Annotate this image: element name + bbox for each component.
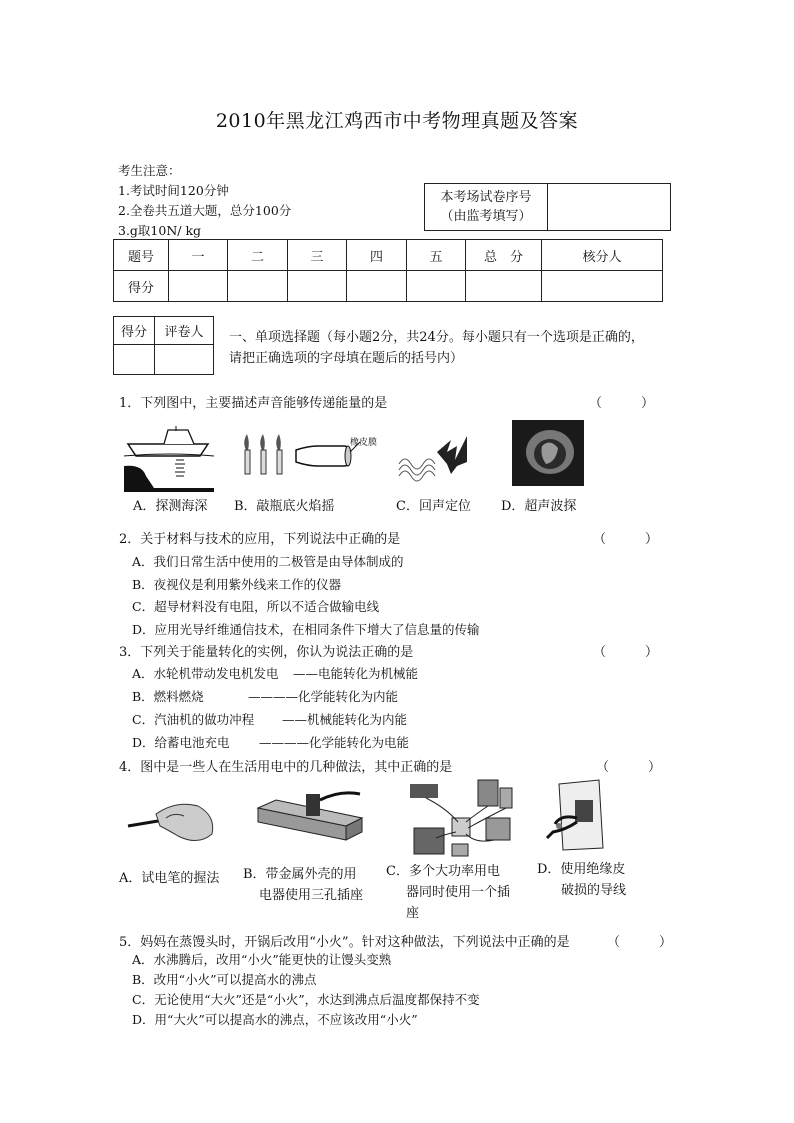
seat-number-field[interactable] (548, 184, 671, 231)
damaged-wire-plug-figure (545, 778, 607, 852)
score-table-header: 一 (169, 240, 228, 271)
question-3-option: C．汽油机的做功冲程 (132, 712, 255, 727)
score-table-header: 三 (288, 240, 347, 271)
score-table (113, 239, 663, 302)
score-cell[interactable] (466, 271, 542, 302)
figure-caption: D．使用绝缘皮 破损的导线 (537, 862, 627, 898)
option: C．超导材料没有电阻，所以不适合做输电线 (132, 599, 380, 615)
grader-name-label: 评卷人 (155, 317, 214, 345)
answer-paren[interactable]: （ ） (596, 760, 662, 775)
score-cell[interactable] (288, 271, 347, 302)
seat-number-label: 本考场试卷序号 （由监考填写） (425, 184, 548, 231)
question-3-option: D．给蓄电池充电 (132, 735, 230, 750)
rubber-membrane-label: 橡皮膜 (350, 438, 378, 448)
figure-caption: D．超声波探 (501, 499, 577, 514)
seat-number-box (424, 183, 671, 231)
answer-paren[interactable]: （ ） (593, 645, 659, 660)
score-cell[interactable] (542, 271, 663, 302)
question-1-stem: 1．下列图中，主要描述声音能够传递能量的是 (119, 396, 388, 411)
question-5-options (132, 950, 480, 1030)
figure-caption: B．敲瓶底火焰摇 (234, 499, 335, 514)
option: D．用“大火”可以提高水的沸点，不应该改用“小火” (132, 1012, 418, 1027)
figure-caption: C．回声定位 (396, 499, 471, 514)
question-3-option-result: ————化学能转化为电能 (259, 735, 410, 750)
score-row-label: 得分 (114, 271, 169, 302)
ultrasound-image-figure (512, 420, 584, 486)
score-cell[interactable] (228, 271, 288, 302)
question-3-option: A．水轮机带动发电机发电 (132, 666, 279, 681)
score-cell[interactable] (169, 271, 228, 302)
score-table-header: 核分人 (542, 240, 663, 271)
score-table-header: 题号 (114, 240, 169, 271)
score-table-header: 二 (228, 240, 288, 271)
question-4-stem: 4．图中是一些人在生活用电中的几种做法，其中正确的是 (119, 760, 453, 775)
option: B．改用“小火”可以提高水的沸点 (132, 972, 317, 987)
bat-echolocation-figure (395, 430, 475, 488)
figure-caption: B．带金属外壳的用 电器使用三孔插座 (243, 867, 364, 903)
question-3-stem: 3．下列关于能量转化的实例，你认为说法正确的是 (119, 645, 414, 660)
question-3-option-result: ——电能转化为机械能 (293, 666, 419, 681)
option: C．无论使用“大火”还是“小火”，水达到沸点后温度都保持不变 (132, 992, 480, 1007)
figure-caption: A．试电笔的握法 (119, 871, 220, 886)
score-cell[interactable] (407, 271, 466, 302)
answer-paren[interactable]: （ ） (589, 396, 655, 411)
grader-name-field[interactable] (155, 345, 214, 375)
ship-sonar-figure (124, 418, 214, 492)
test-pen-grip-figure (126, 796, 218, 848)
option: B．夜视仪是利用紫外线来工作的仪器 (132, 576, 342, 592)
option: D．应用光导纤维通信技术，在相同条件下增大了信息量的传输 (132, 622, 480, 638)
question-3-option: B．燃料燃烧 (132, 689, 204, 704)
question-5-stem: 5．妈妈在蒸馒头时，开锅后改用“小火”。针对这种做法，下列说法中正确的是 (119, 935, 570, 950)
page-title: 2010年黑龙江鸡西市中考物理真题及答案 (215, 110, 579, 132)
question-3-option-result: ——机械能转化为内能 (282, 712, 408, 727)
score-cell[interactable] (347, 271, 407, 302)
grader-score-label: 得分 (114, 317, 155, 345)
power-strip-figure (250, 786, 366, 846)
notice-item: 2.全卷共五道大题，总分100分 (118, 203, 292, 218)
question-3-option-result: ————化学能转化为内能 (248, 689, 399, 704)
score-table-header: 五 (407, 240, 466, 271)
score-table-header: 总 分 (466, 240, 542, 271)
figure-caption: C．多个大功率用电 器同时使用一个插 座 (386, 864, 511, 921)
figure-caption: A．探测海深 (133, 499, 208, 514)
grader-box (113, 316, 214, 375)
question-2-stem: 2．关于材料与技术的应用，下列说法中正确的是 (119, 532, 401, 547)
overloaded-socket-figure (406, 778, 524, 862)
section-heading: 一、单项选择题（每小题2分，共24分。每小题只有一个选项是正确的， 请把正确选项的字母填在题后的括号内） (229, 330, 644, 366)
option: A．我们日常生活中使用的二极管是由导体制成的 (132, 554, 404, 569)
notice-block (118, 161, 291, 241)
question-2-options (132, 551, 480, 642)
answer-paren[interactable]: （ ） (593, 532, 659, 547)
notice-item: 1.考试时间120分钟 (118, 183, 229, 198)
answer-paren[interactable]: （ ） (607, 935, 673, 950)
option: A．水沸腾后，改用“小火”能更快的让馒头变熟 (132, 952, 392, 967)
score-table-header: 四 (347, 240, 407, 271)
notice-heading: 考生注意： (118, 163, 181, 178)
grader-score-field[interactable] (114, 345, 155, 375)
notice-item: 3.g取10N/ kg (118, 223, 202, 238)
